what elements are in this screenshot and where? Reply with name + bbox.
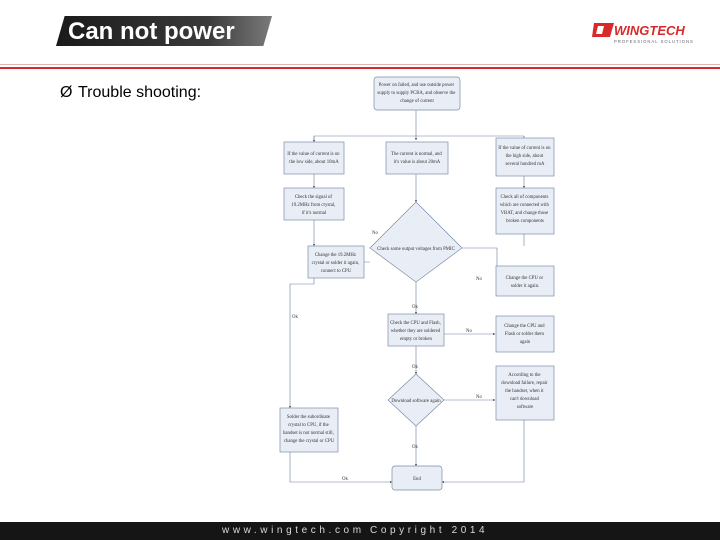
- flow-label-ok-2: Ok: [292, 315, 298, 320]
- flow-label-ok-5: Ok: [342, 477, 348, 482]
- flow-solder-crystal-text: Solder the subordinate crystal to CPU, if the handset is not normal still, change the crystal or CPU: [283, 415, 335, 444]
- logo-subtext: PROFESSIONAL SOLUTIONS: [614, 39, 694, 44]
- flow-box-change-cpu: [496, 266, 554, 296]
- flow-end-text: End: [413, 477, 421, 482]
- flow-label-no-2: No: [476, 277, 482, 282]
- flow-check-cpu-flash-text: Check the CPU and Flash, whether they are soldered empty or broken: [390, 321, 441, 342]
- bullet-arrow-icon: Ø: [60, 84, 73, 101]
- flow-label-ok-4: Ok: [412, 445, 418, 450]
- flow-high-current-text: If the value of current is on the high side, about several hundred mA: [498, 146, 551, 167]
- bullet-item: [60, 84, 201, 102]
- header-divider: [0, 67, 720, 69]
- flow-check-vbat-text: Check all of components which are connected with VBAT, and change those broken components: [499, 195, 549, 224]
- flow-diamond-pmic-text: Check some output voltages from PMIC: [377, 247, 455, 252]
- flow-box-normal-current: [386, 142, 448, 174]
- slide-title: Can not power: [68, 18, 235, 45]
- flow-diamond-download-text: Download software again: [391, 399, 441, 404]
- logo-text: WINGTECH: [614, 23, 685, 38]
- flow-start-text: Power on failed, and use outside power supply to supply PCBA, and observe the change of current: [377, 83, 456, 104]
- flow-repair-download-text: According to the download failure, repair the handset, when it can't download software: [501, 373, 548, 410]
- bullet-text: Trouble shooting:: [78, 84, 202, 101]
- flow-label-no-1: No: [372, 231, 378, 236]
- header-divider-light: [0, 64, 720, 65]
- troubleshooting-flowchart: [262, 70, 586, 498]
- footer-url: www.wingtech.com: [222, 525, 365, 536]
- flow-normal-current-text: The current is normal, and it's value is about 20mA: [391, 152, 442, 165]
- flow-check-crystal-text: Check the signal of 19.2MHz from crystal, if it's normal: [291, 195, 336, 216]
- flow-box-low-current: [284, 142, 344, 174]
- flow-label-no-4: No: [476, 395, 482, 400]
- flow-change-cpu-flash-text: Change the CPU and Flash or solder them again: [504, 324, 545, 345]
- footer-copyright: Copyright 2014: [370, 525, 489, 536]
- flow-label-no-3: No: [466, 329, 472, 334]
- flow-label-ok-3: Ok: [412, 365, 418, 370]
- flow-label-ok-1: Ok: [412, 305, 418, 310]
- flow-change-crystal-text: Change the 19.2MHz crystal or solder it again, connect to CPU: [311, 253, 360, 274]
- wingtech-logo: [592, 20, 704, 46]
- flow-diamond-pmic: [370, 202, 462, 282]
- flow-low-current-text: If the value of current is on the low side, about 10mA: [287, 152, 340, 165]
- flow-change-cpu-text: Change the CPU or solder it again.: [505, 276, 544, 289]
